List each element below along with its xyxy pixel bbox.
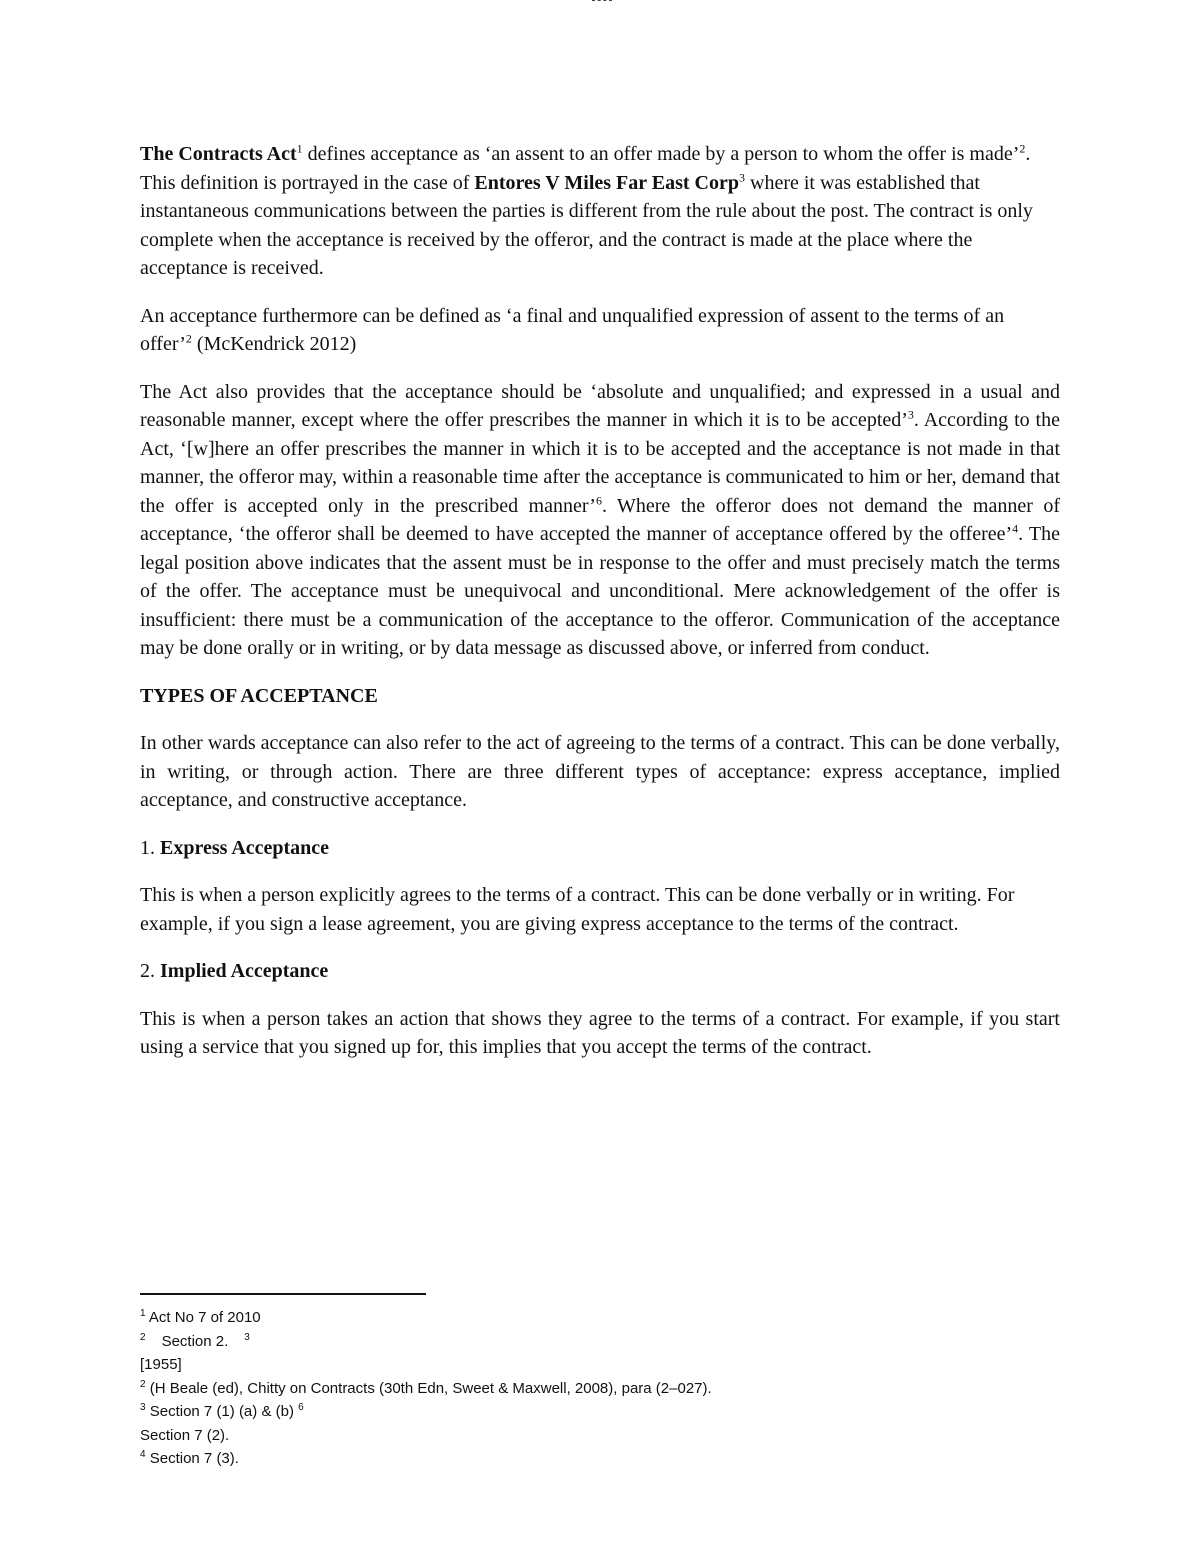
footnote-mark: 2	[140, 1378, 146, 1390]
paragraph-types-intro: In other wards acceptance can also refer to the act of agreeing to the terms of a contract. This can be done verbally, in writing, or through action. There are three different types of acceptance: express acceptance, implied acceptance, and constructive acceptance.	[140, 732, 1060, 811]
footnote-mark: 4	[140, 1449, 146, 1460]
paragraph-act-provisions	[140, 378, 1060, 663]
case-name: Entores V Miles Far East Corp	[474, 171, 739, 194]
footnote-6: Section 7 (2).	[140, 1426, 230, 1444]
footnote-text: Section 7 (1) (a) & (b)	[145, 1403, 299, 1420]
text-span: An acceptance furthermore can be defined as ‘a final and unqualified expression of assent to the terms of an offer’	[140, 304, 1005, 355]
footnote-mark: 3	[140, 1402, 146, 1413]
footnote-ref: 1	[296, 141, 303, 156]
footnote-4	[140, 1377, 1040, 1401]
text-span: . The legal position above indicates that the assent must be in response to the offer and must precisely match the terms of the offer. The acceptance must be unequivocal and unconditional. Mere acknowledgement of the offer is insufficient: there must be a communication of the acceptance to the offeror. Communication of the acceptance may be done orally or in writing, or by data message as discussed above, or inferred from conduct.	[140, 523, 1061, 659]
footnote-5	[140, 1400, 1040, 1424]
paragraph-express: This is when a person explicitly agrees to the terms of a contract. This can be done verbally or in writing. For example, if you sign a lease agreement, you are giving express acceptance to the terms of the contract.	[140, 884, 1015, 935]
footnote-ref: 2	[1019, 141, 1026, 156]
text-span: (McKendrick 2012)	[191, 333, 357, 355]
footnote-separator	[140, 1293, 426, 1295]
document-body	[140, 140, 1060, 1081]
footnote-ref: 2	[185, 331, 192, 346]
act-name: The Contracts Act	[140, 143, 297, 165]
list-number: 2.	[140, 960, 160, 982]
subheading-title: Express Acceptance	[160, 836, 330, 859]
text-span: . According to the Act, ‘[w]here an offer prescribes the manner in which it is to be accepted and the acceptance is not made in that manner, the offeror may, within a reasonable time after the acceptance is communicated to him or her, demand that the offer is accepted only in the prescribed manner’	[140, 409, 1060, 517]
text-span: The Act also provides that the acceptance should be ‘absolute and unqualified; and expressed in a usual and reasonable manner, except where the offer prescribes the manner in which it is to be accepted’	[140, 380, 1060, 431]
footnote-ref: 3	[907, 407, 914, 422]
footnotes	[140, 1306, 1040, 1471]
paragraph-implied: This is when a person takes an action that shows they agree to the terms of a contract. For example, if you start using a service that you signed up for, this implies that you accept the terms of the contract.	[140, 1007, 1060, 1058]
subheading-title: Implied Acceptance	[160, 960, 329, 982]
footnote-mark: 2	[140, 1331, 146, 1343]
footnote-2	[140, 1330, 1040, 1354]
text-span: defines acceptance as ‘an assent to an offer made by a person to whom the offer is made’	[302, 143, 1020, 165]
footnote-ref: 6	[595, 492, 602, 507]
footnote-text: (H Beale (ed), Chitty on Contracts (30th Edn, Sweet & Maxwell, 2008), para (2–027).	[145, 1379, 712, 1397]
footnote-text: Section 2.	[161, 1332, 229, 1350]
section-heading-types: TYPES OF ACCEPTANCE	[140, 684, 378, 707]
paragraph-further-definition	[140, 302, 1060, 359]
footnote-text: Act No 7 of 2010	[145, 1309, 261, 1326]
footnote-ref: 3	[739, 169, 745, 184]
footnote-mark: 1	[140, 1308, 146, 1319]
footnote-text: Section 7 (3).	[145, 1450, 239, 1467]
text-span: where it was established that instantaneous communications between the parties is different from the rule about the post. The contract is only complete when the acceptance is received by the offeror, and the contract is made at the place where the acceptance is received.	[140, 171, 1033, 279]
subheading-express	[140, 834, 1060, 863]
text-span: . Where the offeror does not demand the manner of acceptance, ‘the offeror shall be deemed to have accepted the manner of acceptance offered by the offeree’	[140, 494, 1060, 545]
list-number: 1.	[140, 836, 160, 859]
footnote-ref: 4	[1012, 521, 1019, 536]
header-mark	[592, 0, 612, 3]
text-span: . This definition is portrayed in the case of	[140, 143, 1031, 194]
footnote-7	[140, 1447, 1040, 1471]
footnote-1	[140, 1306, 1040, 1330]
subheading-implied	[140, 957, 1060, 986]
footnote-mark: 6	[298, 1402, 304, 1413]
footnote-3: [1955]	[140, 1356, 182, 1373]
paragraph-definition	[140, 140, 1060, 283]
footnote-mark: 3	[244, 1331, 250, 1343]
